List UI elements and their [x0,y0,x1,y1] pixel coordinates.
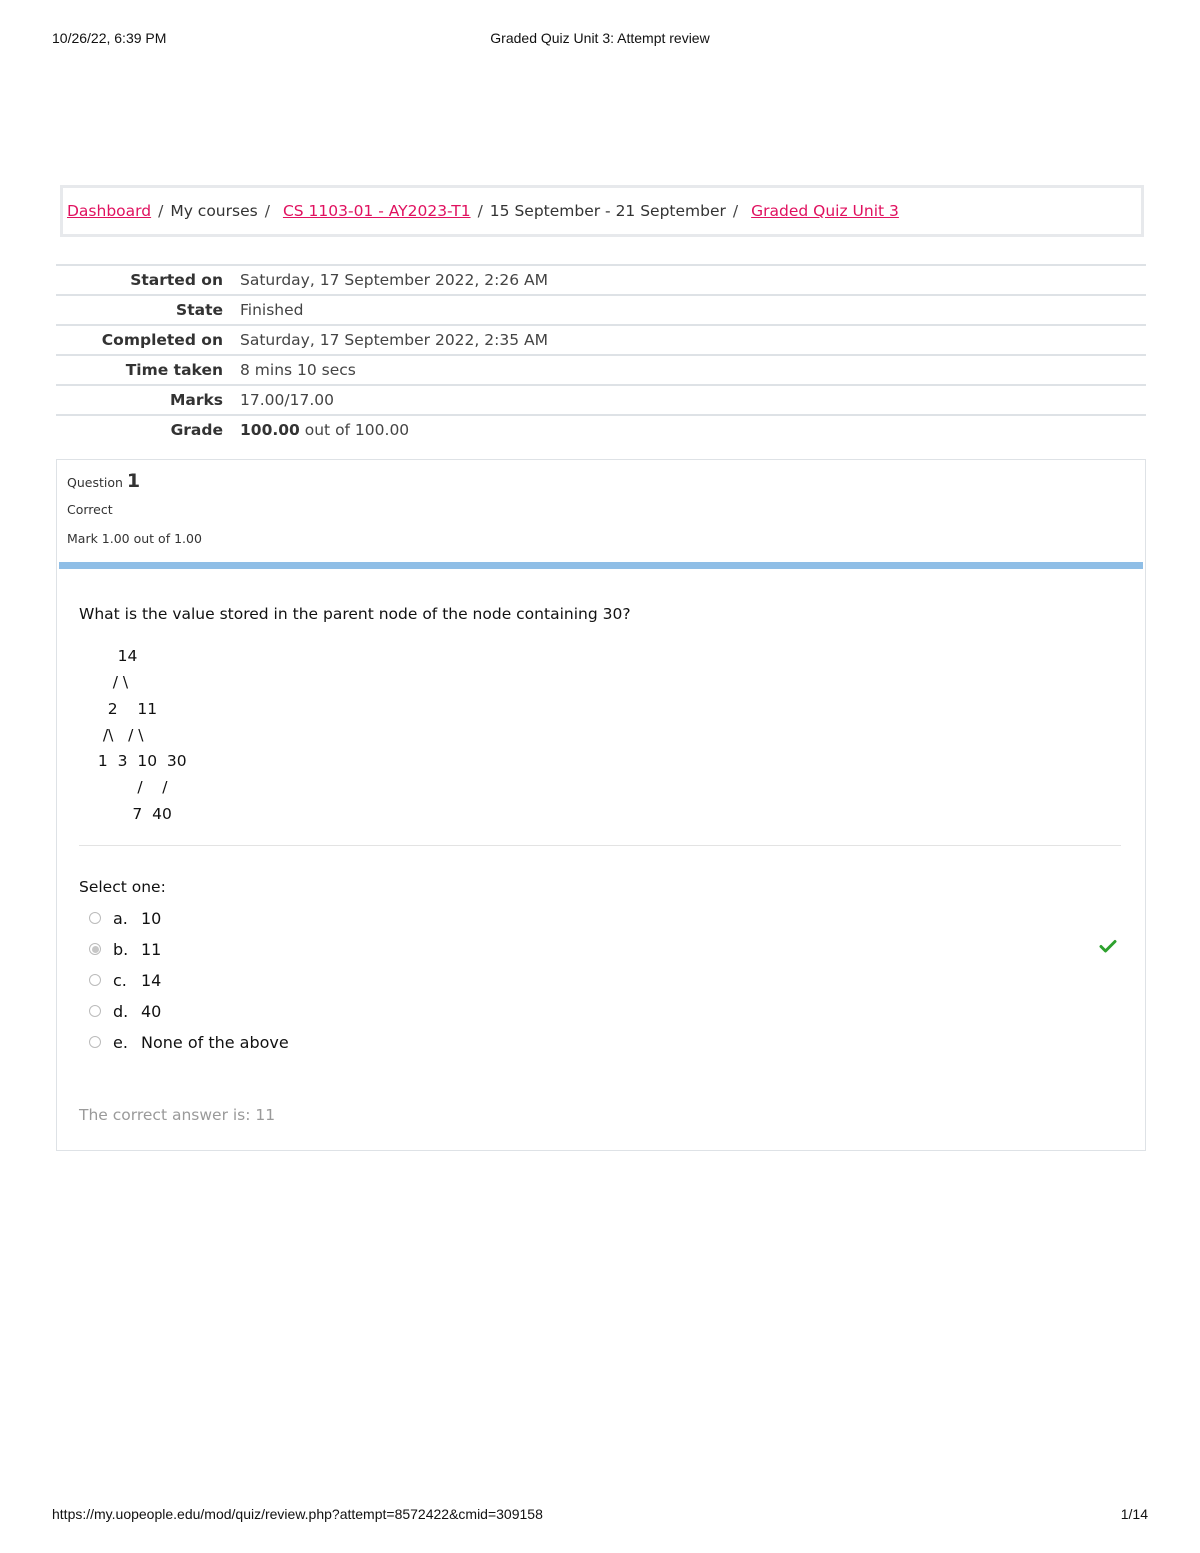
divider [79,845,1121,846]
radio-button-selected[interactable] [89,943,101,955]
summary-row-started-on [56,266,1146,296]
question-grade: Mark 1.00 out of 1.00 [67,531,202,546]
answer-options [87,907,1117,1062]
summary-label: Started on [130,271,223,289]
summary-row-completed-on [56,326,1146,356]
question-text: What is the value stored in the parent node of the node containing 30? [79,605,631,623]
print-header [52,30,1148,48]
breadcrumb-week[interactable]: 15 September - 21 September [489,202,726,220]
print-url: https://my.uopeople.edu/mod/quiz/review.php?attempt=8572422&cmid=309158 [52,1506,543,1522]
option-text: 40 [141,1002,162,1021]
select-one-prompt: Select one: [79,878,166,896]
summary-value: Saturday, 17 September 2022, 2:35 AM [240,331,548,349]
breadcrumb-bar [60,185,1144,237]
question-number [67,470,202,492]
summary-label: Marks [169,391,223,409]
summary-value [240,421,409,439]
print-datetime: 10/26/22, 6:39 PM [52,30,167,46]
breadcrumb-separator: / [264,202,270,220]
breadcrumb-course-link[interactable]: CS 1103-01 - AY2023-T1 [282,202,471,220]
print-footer [52,1506,1148,1524]
option-text: None of the above [141,1033,289,1052]
option-letter: e. [113,1033,128,1052]
print-page-number: 1/14 [1120,1506,1148,1522]
question-number-value: 1 [126,470,141,492]
summary-value: 17.00/17.00 [240,391,334,409]
radio-button[interactable] [89,974,101,986]
attempt-summary-table [56,264,1146,444]
answer-option-c[interactable] [87,969,1117,1000]
summary-value: Saturday, 17 September 2022, 2:26 AM [240,271,548,289]
option-letter: d. [113,1002,129,1021]
summary-row-time-taken [56,356,1146,386]
option-letter: b. [113,940,129,959]
question-info [67,470,202,546]
summary-value: Finished [240,301,304,319]
breadcrumb-my-courses[interactable]: My courses [170,202,258,220]
question-formulation [59,562,1143,1093]
check-icon [1099,937,1117,955]
option-letter: a. [113,909,128,928]
summary-row-marks [56,386,1146,416]
question-card [56,459,1146,1151]
option-text: 14 [141,971,162,990]
summary-row-grade [56,416,1146,444]
summary-label: State [176,301,223,319]
grade-out-of: out of 100.00 [299,421,410,439]
breadcrumb-quiz-link[interactable]: Graded Quiz Unit 3 [751,202,899,220]
breadcrumb-separator: / [477,202,483,220]
answer-option-e[interactable] [87,1031,1117,1062]
option-text: 11 [141,940,162,959]
question-outcome [59,1086,1143,1148]
breadcrumb-dashboard-link[interactable]: Dashboard [67,202,152,220]
breadcrumb-separator: / [158,202,164,220]
print-page-title: Graded Quiz Unit 3: Attempt review [490,30,710,46]
summary-label: Completed on [101,331,223,349]
breadcrumb-separator: / [732,202,739,220]
radio-button[interactable] [89,1005,101,1017]
question-state: Correct [67,502,113,517]
summary-value: 8 mins 10 secs [240,361,356,379]
answer-option-a[interactable] [87,907,1117,938]
option-text: 10 [141,909,162,928]
answer-option-b[interactable] [87,938,1117,969]
correct-answer-feedback: The correct answer is: 11 [79,1106,276,1124]
answer-option-d[interactable] [87,1000,1117,1031]
option-letter: c. [113,971,127,990]
radio-button[interactable] [89,1036,101,1048]
breadcrumb [67,202,899,220]
summary-row-state [56,296,1146,326]
question-label: Question [67,475,123,490]
summary-label: Time taken [125,361,223,379]
radio-button[interactable] [89,912,101,924]
binary-tree-diagram: 14 / \ 2 11 /\ / \ 1 3 10 30 / / 7 40 [97,647,187,823]
summary-label: Grade [170,421,223,439]
grade-score: 100.00 [240,421,300,439]
